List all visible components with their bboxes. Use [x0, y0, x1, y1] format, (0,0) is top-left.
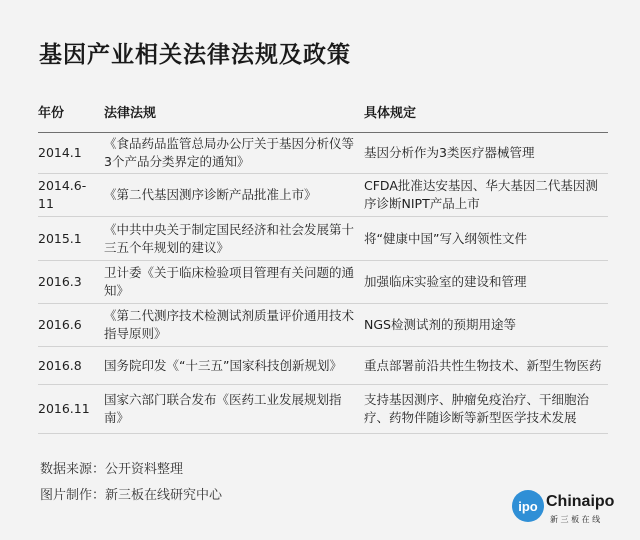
- cell-law: 《中共中央关于制定国民经济和社会发展第十三五个年规划的建议》: [104, 221, 355, 255]
- table-row: [38, 261, 608, 304]
- data-source-note: 数据来源：公开资料整理: [40, 462, 184, 477]
- cell-law: 《第二代基因测序诊断产品批准上市》: [104, 187, 317, 202]
- cell-year: 2014.1: [38, 145, 82, 160]
- svg-text:Chinaipo: Chinaipo: [546, 493, 615, 510]
- table-row: [38, 133, 608, 174]
- policy-table: [38, 96, 608, 434]
- cell-spec: 支持基因测序、肿瘤免疫治疗、干细胞治疗、药物伴随诊断等新型医学技术发展: [364, 392, 590, 425]
- table-row: [38, 304, 608, 347]
- column-header-spec: 具体规定: [364, 106, 417, 121]
- svg-text:ipo: ipo: [518, 499, 538, 514]
- image-credit-note: 图片制作：新三板在线研究中心: [40, 488, 223, 503]
- cell-spec: CFDA批准达安基因、华大基因二代基因测序诊断NIPT产品上市: [364, 178, 598, 211]
- cell-law: 《食品药品监管总局办公厅关于基因分析仪等3个产品分类界定的通知》: [104, 136, 355, 169]
- cell-year: 2014.6-11: [38, 178, 87, 211]
- cell-spec: NGS检测试剂的预期用途等: [364, 317, 516, 332]
- svg-text:新 三 板 在 线: 新 三 板 在 线: [550, 515, 601, 524]
- cell-law: 卫计委《关于临床检验项目管理有关问题的通知》: [104, 265, 355, 298]
- table-row: [38, 174, 608, 217]
- cell-law: 国务院印发《“十三五”国家科技创新规划》: [104, 357, 342, 373]
- cell-spec: 加强临床实验室的建设和管理: [364, 274, 527, 289]
- column-header-year: 年份: [38, 106, 65, 121]
- cell-year: 2016.3: [38, 274, 82, 289]
- cell-year: 2016.6: [38, 317, 82, 332]
- table-header: [38, 96, 608, 133]
- chinaipo-logo: [508, 484, 630, 530]
- cell-year: 2016.8: [38, 357, 82, 373]
- cell-law: 《第二代测序技术检测试剂质量评价通用技术指导原则》: [104, 308, 355, 341]
- chinaipo-logo-graphic: [508, 484, 630, 530]
- table-row: [38, 217, 608, 261]
- cell-spec: 基因分析作为3类医疗器械管理: [364, 145, 535, 160]
- cell-spec: 将“健康中国”写入纲领性文件: [364, 230, 527, 246]
- table-row: [38, 385, 608, 434]
- cell-year: 2016.11: [38, 401, 90, 416]
- column-header-law: 法律法规: [104, 106, 157, 121]
- cell-year: 2015.1: [38, 230, 82, 246]
- cell-spec: 重点部署前沿共性生物技术、新型生物医药: [364, 357, 602, 373]
- page-title: 基因产业相关法律法规及政策: [39, 42, 351, 68]
- cell-law: 国家六部门联合发布《医药工业发展规划指南》: [104, 392, 342, 425]
- table-row: [38, 347, 608, 385]
